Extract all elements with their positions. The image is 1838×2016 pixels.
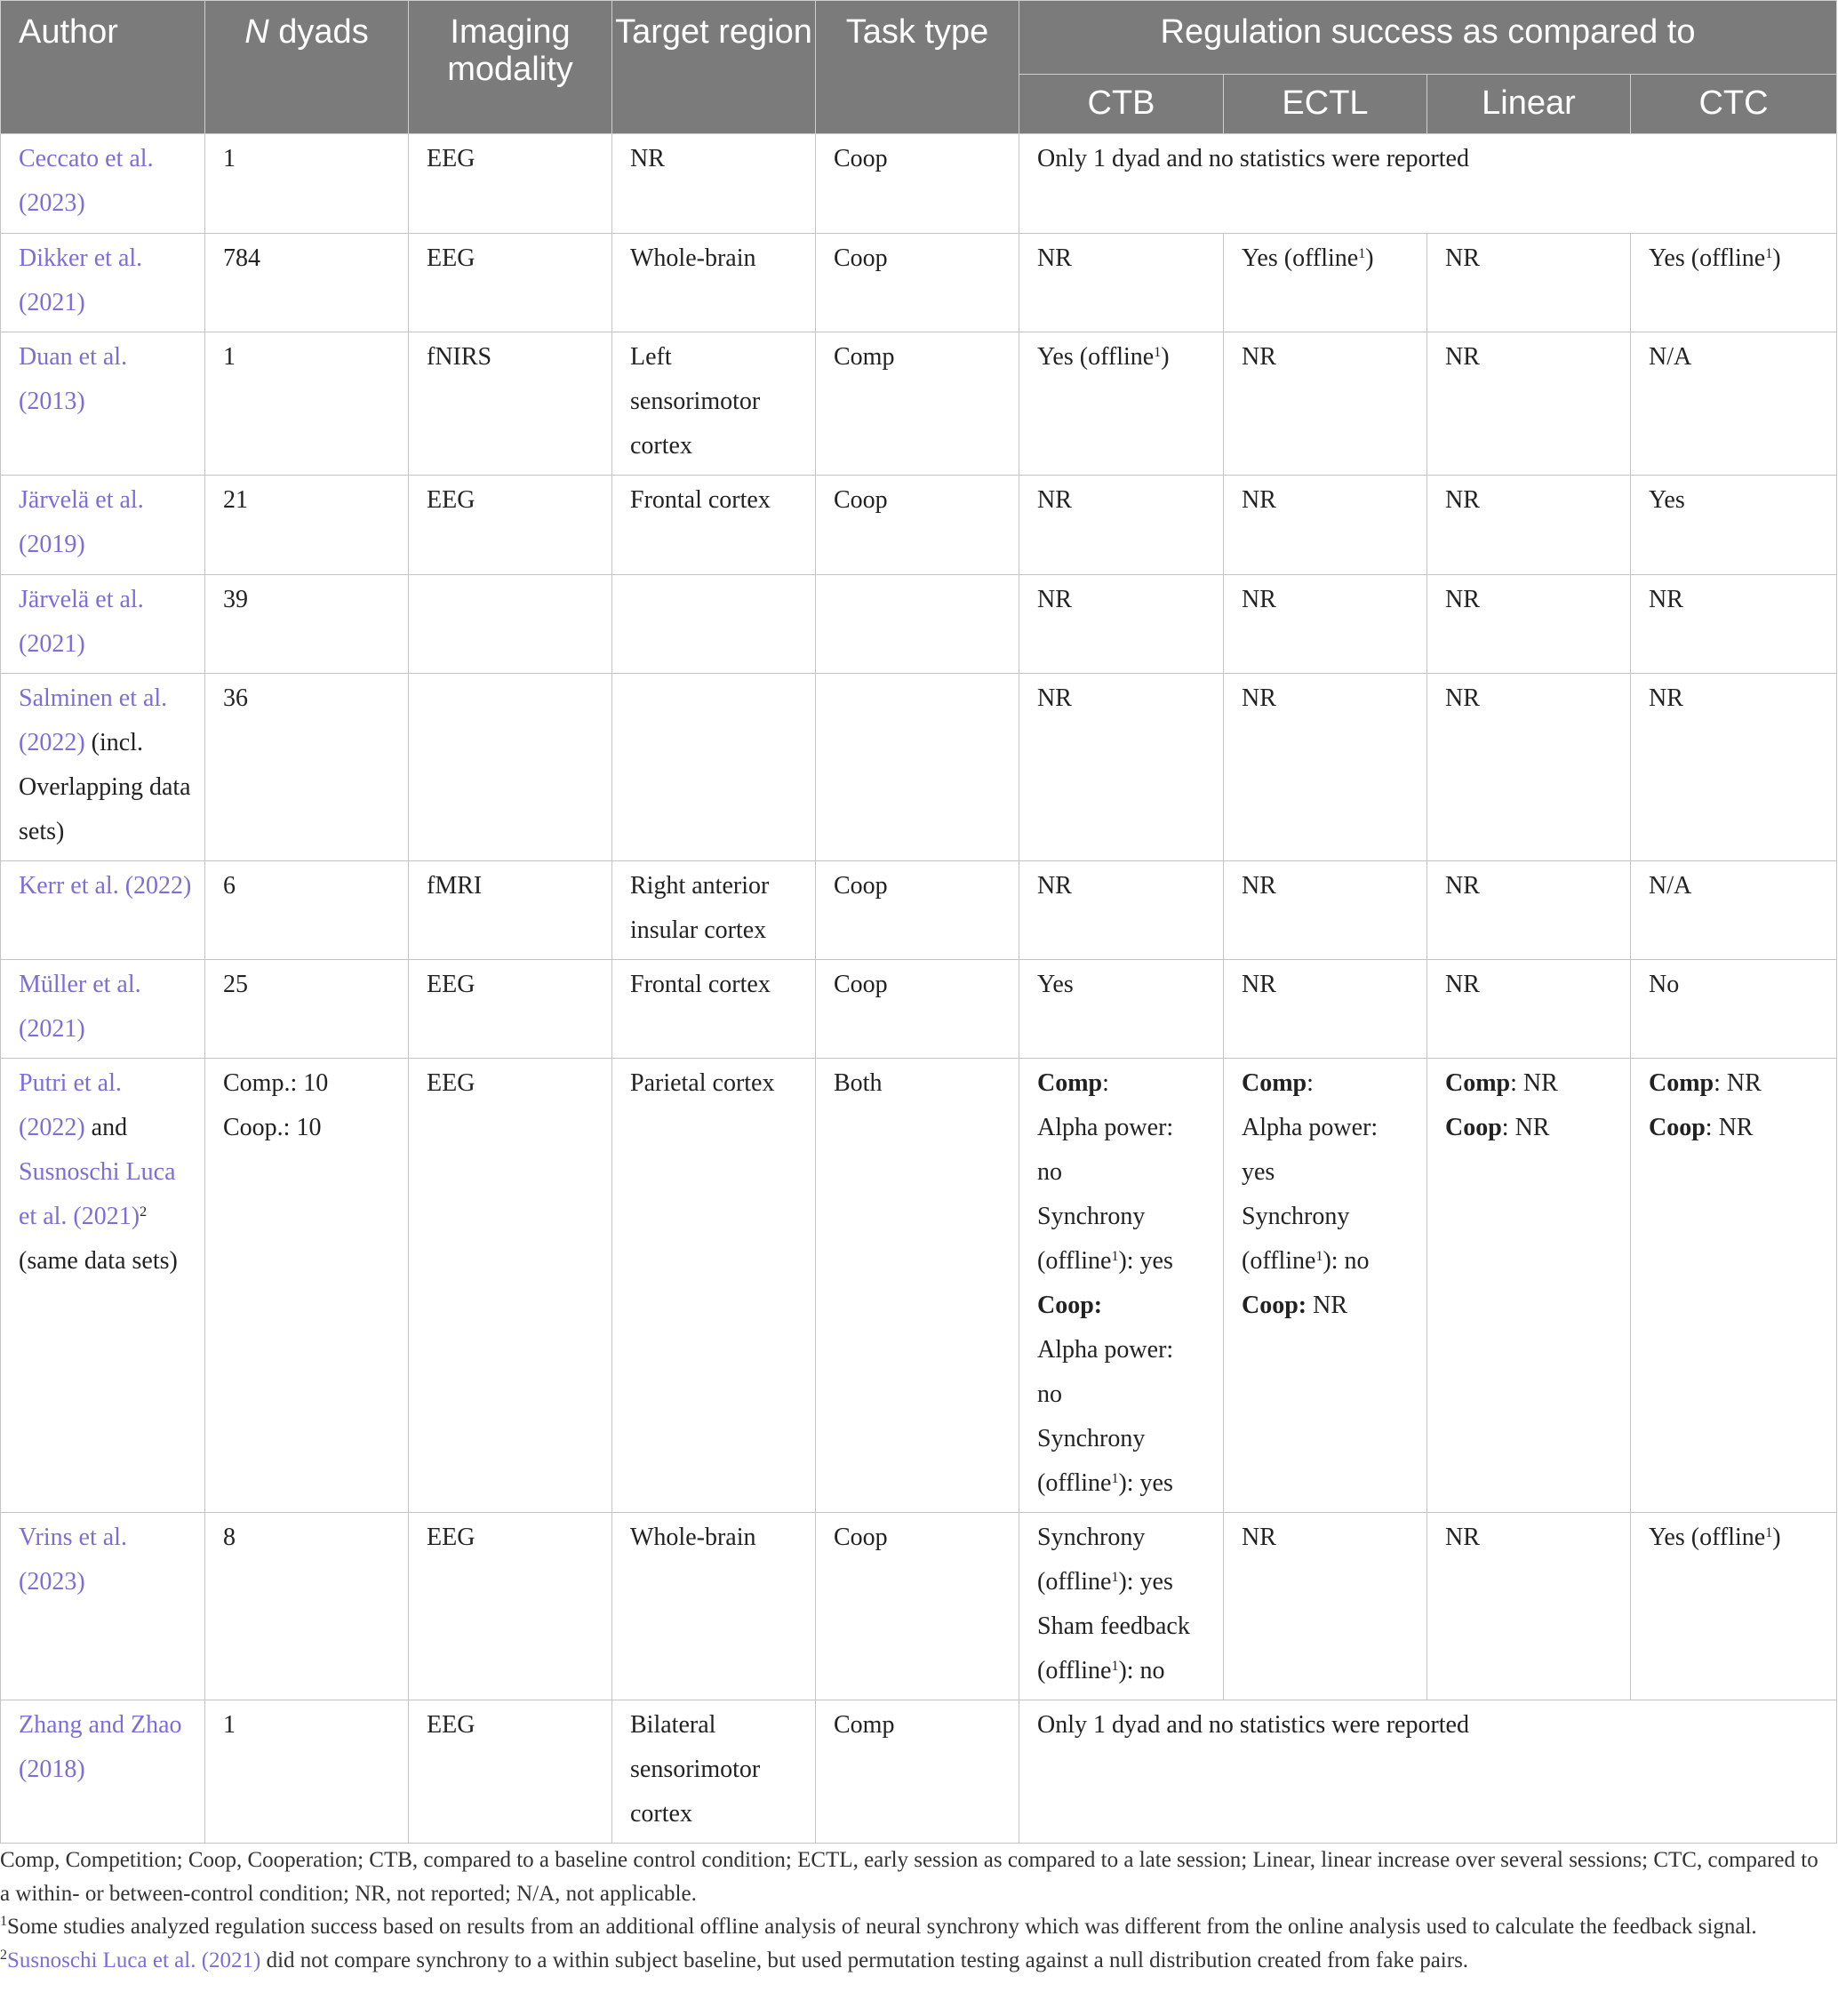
line [1242,1239,1414,1284]
text: NR [1508,1114,1550,1141]
cell-author [1,332,205,476]
footnote-mark: 1 [1111,1471,1119,1486]
cell-region [612,575,816,674]
cell-n: 6 [205,861,409,960]
cell-author [1,575,205,674]
cell-modality: EEG [409,960,612,1059]
cell-region: Left sensorimotor cortex [612,332,816,476]
cell-task: Coop [816,134,1019,234]
cell-task: Comp [816,1700,1019,1844]
author-link[interactable]: Ceccato et al. (2023) [19,145,154,217]
bold-label: Coop [1037,1292,1094,1319]
abbreviations-note: Comp, Competition; Coop, Cooperation; CTB, compared to a baseline control condition; ECTL, early session as compared to a late session; Linear, linear increase over several sessions; CTC, compared to a within- or between-control condition; NR, not reported; N/A, not applicable. [0,1848,1818,1906]
col-header-regulation: Regulation success as compared to [1019,1,1837,75]
text: (offline [1242,1247,1316,1275]
cell-ctb: NR [1019,575,1224,674]
cell-ctc: NR [1631,575,1837,674]
cell-region: Bilateral sensorimotor cortex [612,1700,816,1844]
footnote-mark: 1 [1765,1525,1773,1540]
cell-ctb: NR [1019,476,1224,575]
footnote-mark: 2 [0,1947,7,1963]
cell-task [816,674,1019,861]
footnote-mark: 1 [1111,1249,1119,1264]
footnote-mark: 1 [1358,246,1366,261]
text: ) [1365,244,1374,272]
author-link[interactable]: Järvelä et al. (2019) [19,486,144,558]
cell-ctc: No [1631,960,1837,1059]
text: NR [1712,1114,1754,1141]
footnote-mark: 1 [1315,1249,1323,1264]
table-row [1,332,1837,476]
author-link[interactable]: Putri et al. (2022) [19,1069,122,1141]
text: : [1307,1069,1314,1097]
line: Synchrony [1242,1203,1350,1230]
footnote-mark: 1 [1111,1659,1119,1674]
author-link[interactable]: Zhang and Zhao (2018) [19,1711,182,1783]
col-header-ctb: CTB [1019,75,1224,134]
text: ) [1772,244,1781,272]
author-link[interactable]: Müller et al. (2021) [19,971,141,1043]
cell-linear: NR [1427,476,1631,575]
cell-author [1,674,205,861]
cell-ectl [1224,234,1427,332]
line: no [1037,1158,1062,1186]
footnote-mark: 2 [140,1204,148,1220]
text: : [1102,1069,1109,1097]
cell-n: 1 [205,134,409,234]
author-link[interactable]: Salminen et al. (2022) [19,684,168,756]
cell-ctb: Yes [1019,960,1224,1059]
text: (offline [1037,1469,1112,1497]
cell-modality: EEG [409,1059,612,1513]
cell-modality: fNIRS [409,332,612,476]
text: (offline [1037,1247,1112,1275]
cell-ectl: NR [1224,1513,1427,1700]
line [1037,1649,1211,1693]
cell-ectl: NR [1224,332,1427,476]
line: Synchrony [1037,1425,1146,1452]
cell-merged-note: Only 1 dyad and no statistics were reported [1019,134,1837,234]
text: : [1501,1114,1509,1141]
line [1037,1461,1211,1506]
n-italic: N [244,13,269,51]
cell-linear: NR [1427,960,1631,1059]
cell-ctb [1019,332,1224,476]
cell-ectl: NR [1224,960,1427,1059]
cell-modality: EEG [409,234,612,332]
line [1242,1284,1414,1328]
cell-region: NR [612,134,816,234]
footnote-mark: 1 [1111,1570,1119,1585]
line: Synchrony [1037,1524,1146,1551]
text: Yes (offline [1649,244,1766,272]
cell-linear: NR [1427,861,1631,960]
text: Yes (offline [1037,343,1155,371]
text: ): no [1118,1657,1165,1684]
cell-n [205,1059,409,1513]
cell-author [1,1059,205,1513]
cell-region: Whole-brain [612,234,816,332]
text: : [1714,1069,1721,1097]
text: Yes (offline [1242,244,1359,272]
text: NR [1720,1069,1762,1097]
footnote-1 [0,1910,1831,1944]
cell-merged-note: Only 1 dyad and no statistics were reported [1019,1700,1837,1844]
cell-region: Whole-brain [612,1513,816,1700]
text: Yes (offline [1649,1524,1766,1551]
cell-modality: EEG [409,1700,612,1844]
author-link[interactable]: Järvelä et al. (2021) [19,586,144,658]
cell-linear: NR [1427,332,1631,476]
author-link[interactable]: Susnoschi Luca et al. (2021) [19,1158,176,1230]
cell-modality [409,575,612,674]
cell-n: 1 [205,1700,409,1844]
cell-n: 1 [205,332,409,476]
cell-linear: NR [1427,575,1631,674]
footnote-mark: 1 [1154,345,1162,360]
cell-task: Coop [816,861,1019,960]
line [1445,1061,1618,1106]
text: (offline [1037,1657,1112,1684]
footnote-2 [0,1944,1831,1978]
cell-modality: EEG [409,476,612,575]
col-header-task: Task type [816,1,1019,134]
cell-modality: EEG [409,1513,612,1700]
table-row [1,861,1837,960]
author-link[interactable]: Kerr et al. (2022) [19,872,192,900]
bold-label: : [1298,1292,1307,1319]
cell-task: Comp [816,332,1019,476]
cell-n: 25 [205,960,409,1059]
text: : [1510,1069,1517,1097]
cell-linear: NR [1427,1513,1631,1700]
col-header-ctc: CTC [1631,75,1837,134]
footnote-text: did not compare synchrony to a within subject baseline, but used permutation testing against a null distribution created from fake pairs. [260,1948,1469,1972]
cell-n: 36 [205,674,409,861]
col-header-n-dyads [205,1,409,134]
cell-n: 8 [205,1513,409,1700]
cell-task: Coop [816,1513,1019,1700]
n-dyads-text: dyads [268,13,369,51]
text: ): yes [1118,1568,1173,1596]
cell-author [1,1700,205,1844]
footnote-text: Some studies analyzed regulation success based on results from an additional offline analysis of neural synchrony which was different from the online analysis used to calculate the feedback signal. [7,1915,1757,1939]
author-link[interactable]: Dikker et al. (2021) [19,244,143,316]
cell-author [1,234,205,332]
cell-ctc: Yes [1631,476,1837,575]
cell-ctc [1631,1513,1837,1700]
table-row [1,674,1837,861]
col-header-ectl: ECTL [1224,75,1427,134]
cell-task: Coop [816,234,1019,332]
text: and [84,1114,128,1141]
line: Alpha power: [1242,1114,1378,1141]
cell-n: 39 [205,575,409,674]
bold-label: Comp [1037,1069,1103,1097]
cell-region: Right anterior insular cortex [612,861,816,960]
cell-task: Coop [816,960,1019,1059]
cell-task: Both [816,1059,1019,1513]
cell-region: Parietal cortex [612,1059,816,1513]
author-note: (same data sets) [19,1247,178,1275]
cell-ectl: NR [1224,575,1427,674]
line [1037,1284,1211,1328]
cell-author [1,476,205,575]
table-row [1,575,1837,674]
cell-region: Frontal cortex [612,476,816,575]
table-row [1,234,1837,332]
cell-ctb: NR [1019,861,1224,960]
cell-ectl [1224,1059,1427,1513]
line: yes [1242,1158,1275,1186]
cell-author [1,960,205,1059]
line: Synchrony [1037,1203,1146,1230]
cell-n: 21 [205,476,409,575]
table-row [1,1059,1837,1513]
line [1649,1061,1824,1106]
cell-ectl: NR [1224,674,1427,861]
line [1037,1560,1211,1604]
text: : [1705,1114,1713,1141]
cell-ctb: NR [1019,234,1224,332]
bold-label: : [1093,1292,1103,1319]
cell-ctc: N/A [1631,332,1837,476]
table-row [1,1513,1837,1700]
line: Alpha power: [1037,1336,1174,1364]
cell-ectl: NR [1224,476,1427,575]
cell-n: 784 [205,234,409,332]
cell-ctc [1631,1059,1837,1513]
line [1037,1061,1211,1106]
n-coop: Coop.: 10 [223,1114,322,1141]
footnote-link[interactable]: Susnoschi Luca et al. (2021) [7,1948,261,1972]
text: ): no [1323,1247,1370,1275]
col-header-target: Target region [612,1,816,134]
bold-label: Coop [1445,1114,1502,1141]
text: NR [1516,1069,1558,1097]
cell-region: Frontal cortex [612,960,816,1059]
cell-modality: fMRI [409,861,612,960]
author-link[interactable]: Duan et al. (2013) [19,343,128,415]
text: ): yes [1118,1469,1173,1497]
cell-region [612,674,816,861]
cell-author [1,1513,205,1700]
cell-ctb [1019,1513,1224,1700]
cell-author [1,861,205,960]
col-header-linear: Linear [1427,75,1631,134]
line [1649,1106,1824,1150]
cell-modality: EEG [409,134,612,234]
table-row [1,476,1837,575]
line: Sham feedback [1037,1612,1190,1640]
author-link[interactable]: Vrins et al. (2023) [19,1524,127,1596]
text: ) [1772,1524,1781,1551]
table-row [1,1700,1837,1844]
author-note: (incl. Overlapping data sets) [19,729,191,845]
cell-ctb: NR [1019,674,1224,861]
line: Alpha power: [1037,1114,1174,1141]
cell-linear [1427,1059,1631,1513]
text: ): yes [1118,1247,1173,1275]
line: no [1037,1380,1062,1408]
text: NR [1307,1292,1348,1319]
cell-ctc: N/A [1631,861,1837,960]
cell-modality [409,674,612,861]
bold-label: Comp [1242,1069,1307,1097]
bold-label: Comp [1445,1069,1511,1097]
cell-linear: NR [1427,674,1631,861]
footnote-mark: 1 [0,1914,7,1929]
cell-author [1,134,205,234]
cell-ctb [1019,1059,1224,1513]
table-row [1,134,1837,234]
footnote-mark: 1 [1765,246,1773,261]
cell-ctc [1631,234,1837,332]
line [1242,1061,1414,1106]
cell-ectl: NR [1224,861,1427,960]
line [1445,1106,1618,1150]
table-row [1,960,1837,1059]
text: ) [1161,343,1170,371]
line [1037,1239,1211,1284]
n-comp: Comp.: 10 [223,1069,329,1097]
cell-task: Coop [816,476,1019,575]
cell-task [816,575,1019,674]
bold-label: Coop [1649,1114,1706,1141]
bold-label: Coop [1242,1292,1299,1319]
col-header-imaging: Imaging modality [409,1,612,134]
table-footnotes [0,1844,1831,1977]
cell-ctc: NR [1631,674,1837,861]
cell-linear: NR [1427,234,1631,332]
col-header-author: Author [1,1,205,134]
bold-label: Comp [1649,1069,1714,1097]
text: (offline [1037,1568,1112,1596]
